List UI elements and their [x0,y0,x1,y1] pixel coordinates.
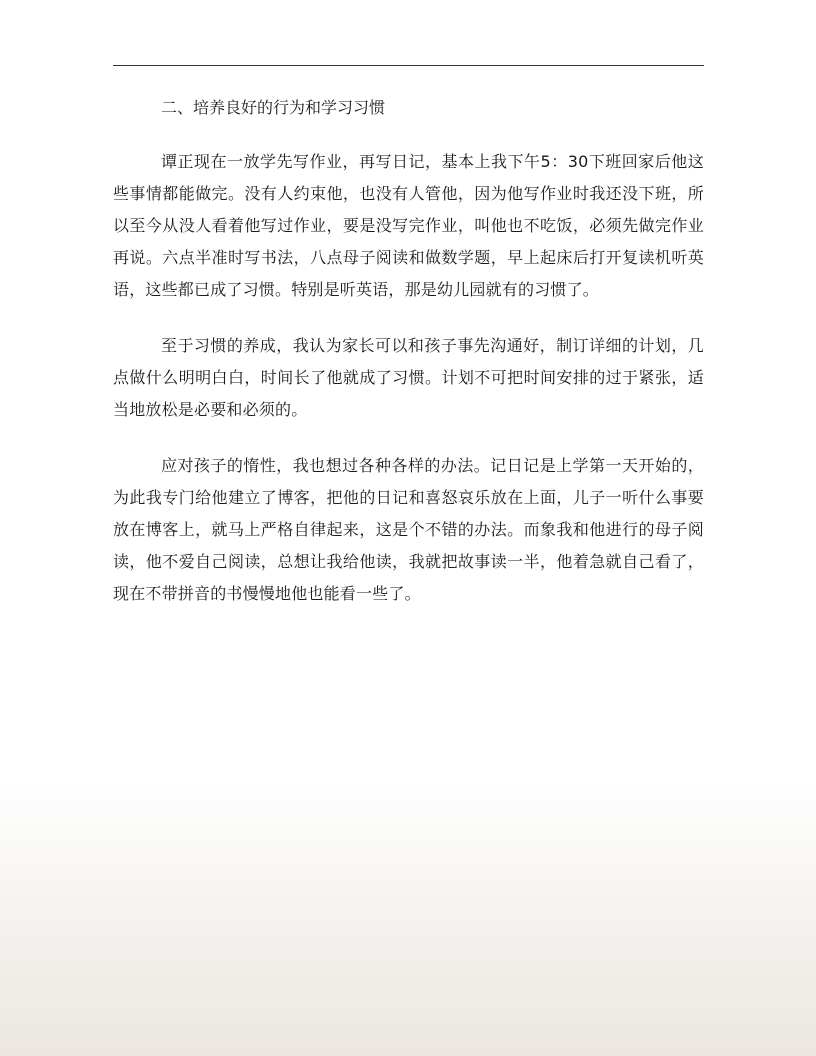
document-body [113,92,704,634]
paragraph-homework-routine: 谭正现在一放学先写作业，再写日记，基本上我下午5：30下班回家后他这些事情都能做完。没有人约束他，也没有人管他，因为他写作业时我还没下班，所以至今从没人看着他写过作业，要是没写完作业，叫他也不吃饭，必须先做完作业再说。六点半准时写书法，八点母子阅读和做数学题，早上起床后打开复读机听英语，这些都已成了习惯。特别是听英语，那是幼儿园就有的习惯了。 [113,152,704,299]
header-rule [113,65,704,66]
section-heading: 二、培养良好的行为和学习习惯 [161,98,386,117]
paragraph-overcoming-laziness: 应对孩子的惰性，我也想过各种各样的办法。记日记是上学第一天开始的，为此我专门给他建立了博客，把他的日记和喜怒哀乐放在上面，儿子一听什么事要放在博客上，就马上严格自律起来，这是个不错的办法。而象我和他进行的母子阅读，他不爱自己阅读，总想让我给他读，我就把故事读一半，他着急就自己看了，现在不带拼音的书慢慢地他也能看一些了。 [113,456,704,603]
paragraph-habit-formation: 至于习惯的养成，我认为家长可以和孩子事先沟通好，制订详细的计划，几点做什么明明白白，时间长了他就成了习惯。计划不可把时间安排的过于紧张，适当地放松是必要和必须的。 [113,336,704,419]
